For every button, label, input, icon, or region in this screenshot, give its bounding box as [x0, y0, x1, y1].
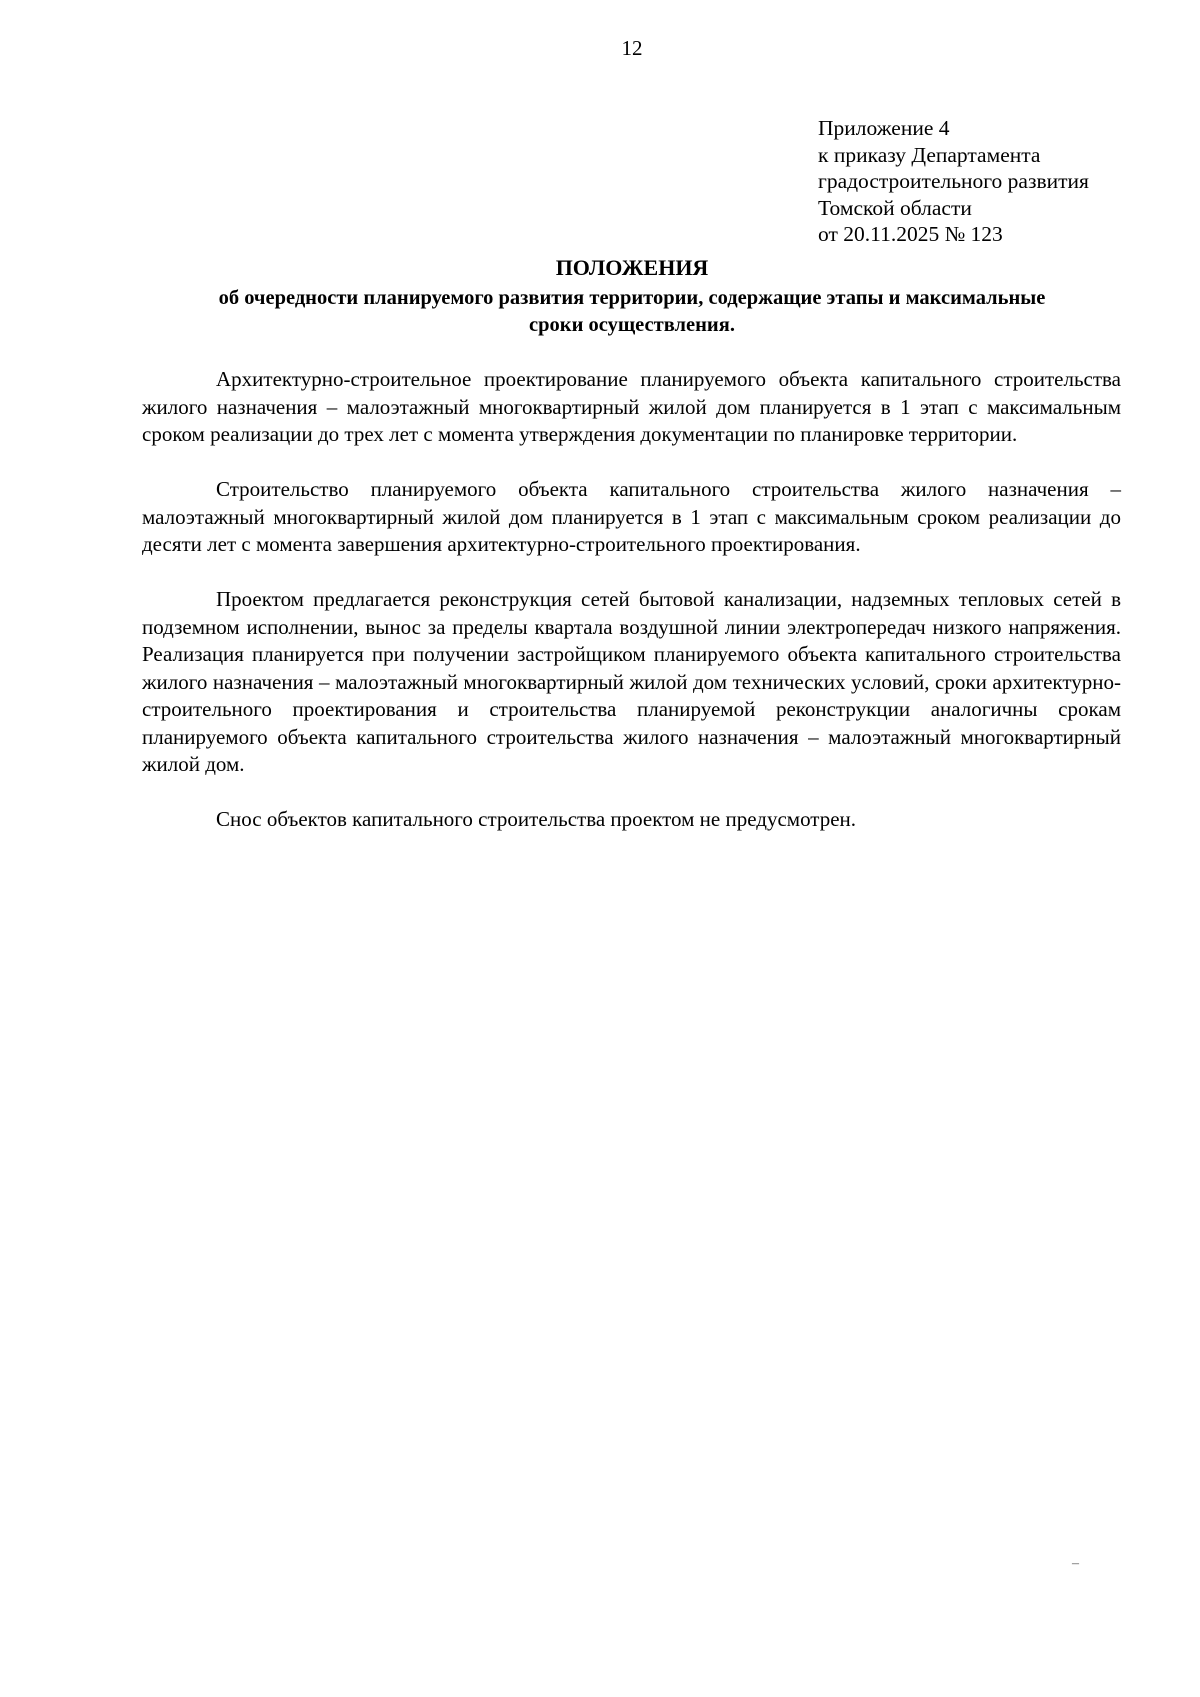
- appendix-line: Приложение 4: [818, 116, 950, 140]
- paragraph-demolition: Снос объектов капитального строительства проектом не предусмотрен.: [216, 807, 857, 831]
- appendix-line: градостроительного развития: [818, 169, 1089, 193]
- paragraph-design: Архитектурно-строительное проектирование планируемого объекта капитального строительства жилого назначения – малоэтажный многоквартирный жилой дом планируется в 1 этап с максимальным сроком реализации до трех лет с момента утверждения документации по планировке территории.: [142, 367, 1121, 446]
- footer-mark: –: [1072, 1556, 1079, 1571]
- appendix-block: [818, 115, 1178, 248]
- appendix-line: Томской области: [818, 195, 972, 220]
- paragraph-reconstruction: Проектом предлагается реконструкция сетей бытовой канализации, надземных тепловых сетей в подземном исполнении, вынос за пределы квартала воздушной линии электропередач низкого напряжения. Реализация планируется при получении застройщиком планируемого объекта капитального строительства жилого назначения – малоэтажный многоквартирный жилой дом технических условий, сроки архитектурно-строительного проектирования и строительства планируемой реконструкции аналогичны срокам планируемого объекта капитального строительства жилого назначения – малоэтажный многоквартирный жилой дом.: [142, 587, 1121, 776]
- paragraph-construction: Строительство планируемого объекта капитального строительства жилого назначения – малоэтажный многоквартирный жилой дом планируется в 1 этап с максимальным сроком реализации до десяти лет с момента завершения архитектурно-строительного проектирования.: [142, 477, 1121, 556]
- appendix-line: к приказу Департамента: [818, 142, 1041, 167]
- page-number: 12: [621, 36, 643, 60]
- document-body: [142, 366, 1121, 861]
- document-subtitle: об очередности планируемого развития территории, содержащие этапы и максимальные сроки осуществления.: [218, 287, 1046, 336]
- appendix-line: от 20.11.2025 № 123: [818, 222, 1003, 246]
- document-title: ПОЛОЖЕНИЯ: [555, 255, 709, 280]
